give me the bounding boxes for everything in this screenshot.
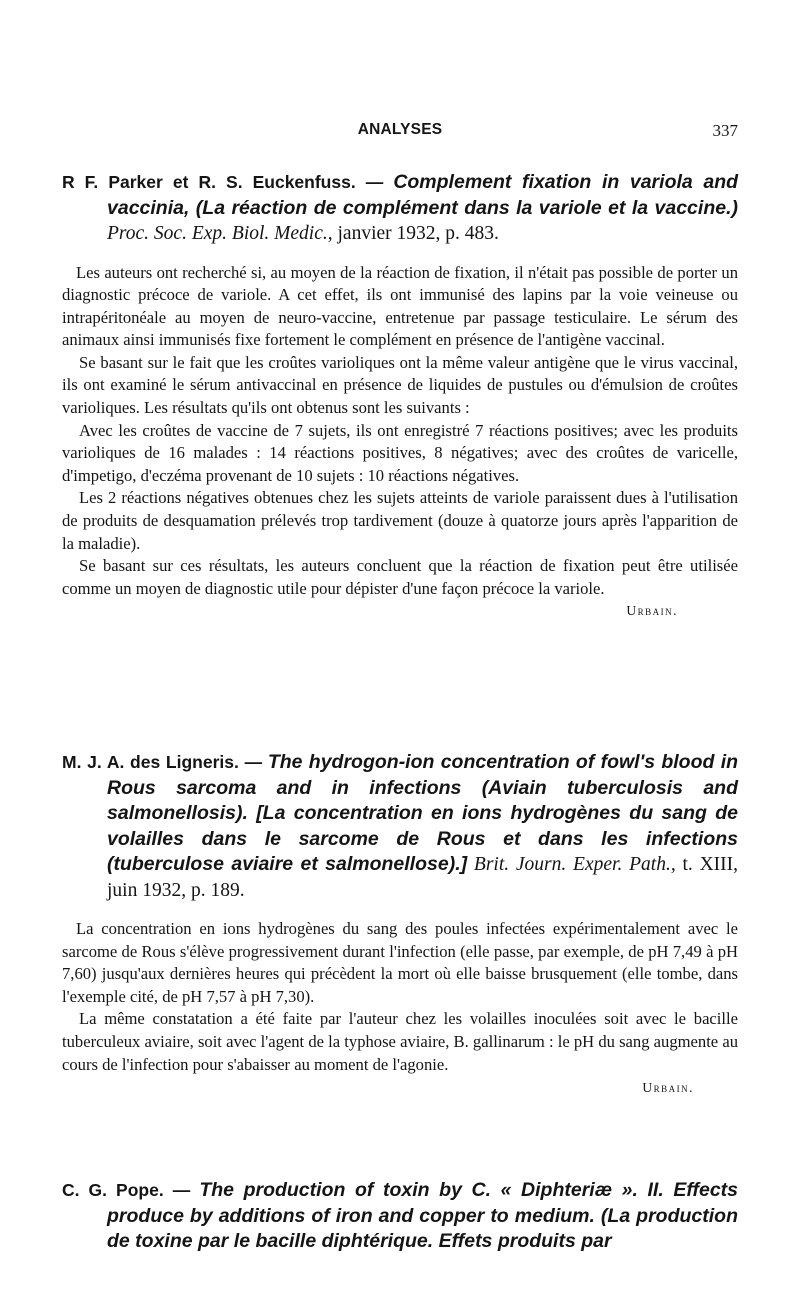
entry-journal: Brit. Journ. Exper. Path.,: [473, 854, 676, 875]
entry-title: The hydrogon-ion concentration of fowl's blood in Rous sarcoma and in infections (Aviain tuberculosis and salmonellosis). [La concentration en ions hydrogènes du sang de volailles dans le sarcome de Rous et dans les infections (tuberculose aviaire et salmonellose).]: [107, 751, 739, 875]
entry-body: [62, 918, 738, 1076]
entry-heading: [62, 750, 738, 903]
paragraph: Se basant sur ces résultats, les auteurs concluent que la réaction de fixation peut être utilisée comme un moyen de diagnostic utile pour dépister d'une façon précoce la variole.: [62, 556, 738, 598]
running-head: [62, 121, 738, 145]
signature: Urbain.: [626, 603, 678, 619]
abstract-entry: [62, 1178, 738, 1255]
entry-citation: t. XIII, juin 1932, p. 189.: [107, 854, 739, 901]
entry-title: Complement fixation in variola and vaccinia, (La réaction de complément dans la variole et la vaccine.): [107, 171, 739, 219]
paragraph: La même constatation a été faite par l'auteur chez les volailles inoculées soit avec le bacille tuberculeux aviaire, soit avec l'agent de la typhose aviaire, B. gallinarum : le pH du sang augmente au cours de l'infection pour s'abaisser au moment de l'agonie.: [62, 1009, 738, 1074]
entry-citation: janvier 1932, p. 483.: [337, 223, 499, 244]
entry-heading: [62, 1178, 738, 1255]
paragraph: Les 2 réactions négatives obtenues chez les sujets atteints de variole paraissent dues à l'utilisation de produits de desquamation prélevés trop tardivement (douze à quatorze jours après l'apparition de la maladie).: [62, 488, 738, 553]
abstract-entry: [62, 750, 738, 1096]
entry-authors: R F. Parker et R. S. Euckenfuss. —: [62, 172, 384, 192]
entry-heading: [62, 170, 738, 247]
entry-authors: C. G. Pope. —: [62, 1180, 191, 1200]
entry-authors: M. J. A. des Ligneris. —: [62, 752, 263, 772]
paragraph: Se basant sur le fait que les croûtes varioliques ont la même valeur antigène que le virus vaccinal, ils ont examiné le sérum antivaccinal en présence de liquides de pustules ou d'émulsion de croûtes varioliques. Les résultats qu'ils ont obtenus sont les suivants :: [62, 352, 738, 418]
entry-title: The production of toxin by C. « Diphteriæ ». II. Effects produce by additions of iron and copper to medium. (La production de toxine par le bacille diphtérique. Effets produits par: [107, 1179, 739, 1252]
paragraph: Les auteurs ont recherché si, au moyen de la réaction de fixation, il n'était pas possible de porter un diagnostic précoce de variole. A cet effet, ils ont immunisé des lapins par la voie veineuse ou intrapéritonéale au moyen de neuro-vaccine, entretenue par passage testiculaire. Le sérum des animaux ainsi immunisés fixe fortement le complément en présence de l'antigène vaccinal.: [62, 262, 738, 350]
page-number: 337: [712, 121, 738, 140]
paragraph: Avec les croûtes de vaccine de 7 sujets, ils ont enregistré 7 réactions positives; avec les produits varioliques de 16 malades : 14 réactions positives, 8 négatives; avec des croûtes de varicelle, d'impetigo, d'eczéma provenant de 10 sujets : 10 réactions négatives.: [62, 420, 738, 485]
running-title: ANALYSES: [357, 121, 443, 138]
entry-journal: Proc. Soc. Exp. Biol. Medic.,: [107, 223, 333, 244]
abstract-entry: [62, 170, 738, 619]
entry-body: [62, 262, 738, 601]
signature: Urbain.: [642, 1080, 694, 1096]
paragraph: La concentration en ions hydrogènes du sang des poules infectées expérimentalement avec le sarcome de Rous s'élève progressivement durant l'infection (elle passe, par exemple, de pH 7,49 à pH 7,60) jusqu'aux dernières heures qui précèdent la mort où elle baisse brusquement (elle tombe, dans l'exemple cité, de pH 7,57 à pH 7,30).: [62, 919, 738, 1006]
